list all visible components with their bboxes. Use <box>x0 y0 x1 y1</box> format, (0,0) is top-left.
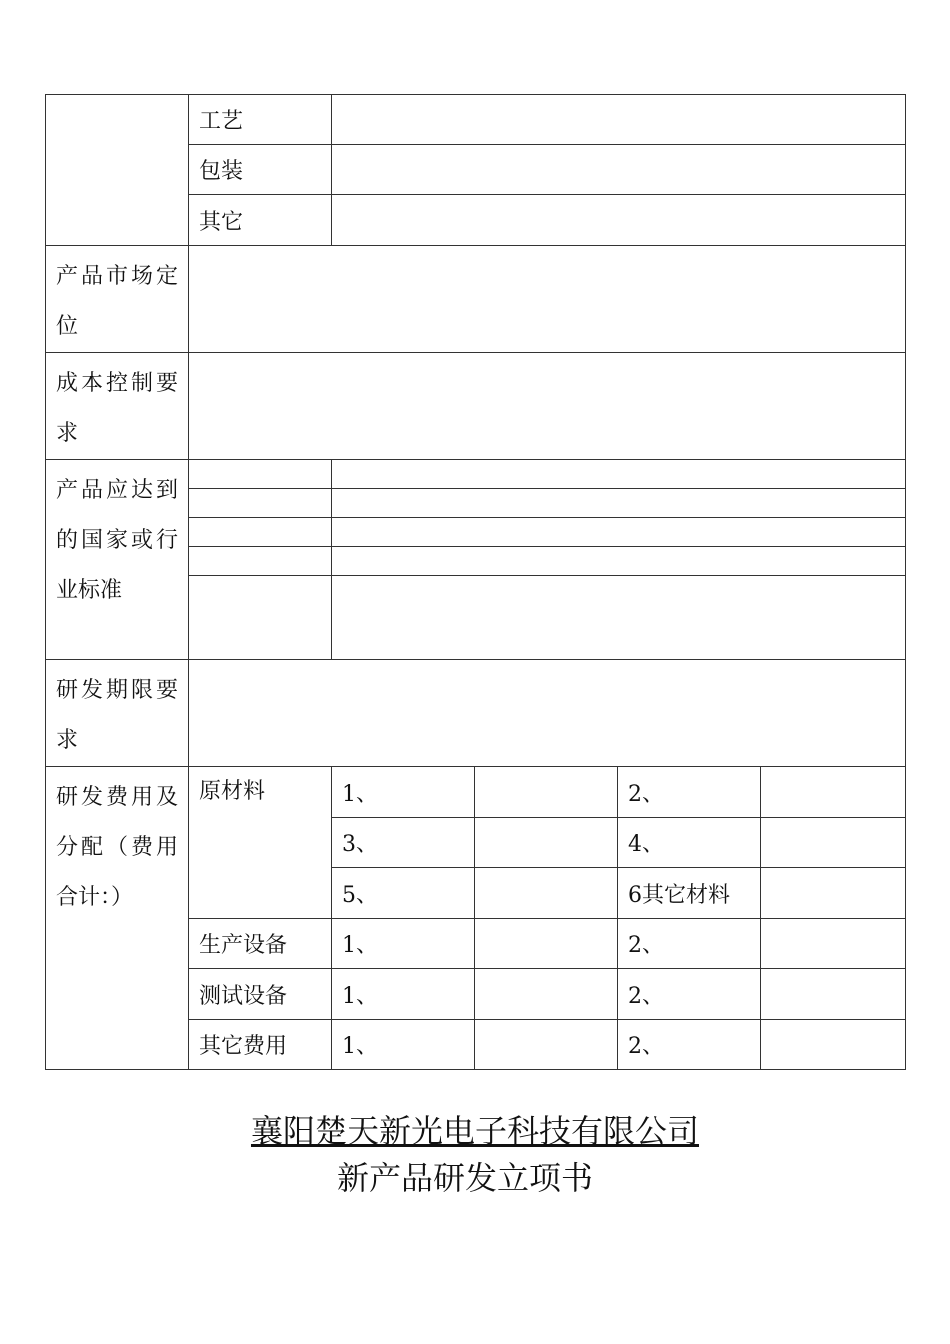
company-name-text: 襄阳楚天新光电子科技有限公司 <box>250 1112 699 1150</box>
standard-name-field[interactable] <box>332 576 906 660</box>
budget-item-label: 1、 <box>332 919 475 969</box>
form-row <box>46 660 906 767</box>
market-positioning-field[interactable] <box>189 246 906 353</box>
budget-item-label: 1、 <box>332 969 475 1020</box>
rd-budget-label: 研发费用及分配（费用合计：） <box>46 767 189 1070</box>
standard-code-field[interactable] <box>189 460 332 489</box>
form-row <box>46 95 906 145</box>
budget-item-label: 3、 <box>332 818 475 868</box>
form-row <box>46 460 906 489</box>
budget-item-label: 2、 <box>618 919 761 969</box>
company-name <box>0 1106 950 1152</box>
test-equipment-label: 测试设备 <box>189 969 332 1020</box>
craft-field[interactable] <box>332 95 906 145</box>
other-field[interactable] <box>332 195 906 246</box>
rd-period-label: 研发期限要求 <box>46 660 189 767</box>
budget-amount-field[interactable] <box>475 969 618 1020</box>
budget-item-label: 2、 <box>618 1020 761 1070</box>
budget-amount-field[interactable] <box>475 767 618 818</box>
budget-item-label: 6其它材料 <box>618 868 761 919</box>
standard-name-field[interactable] <box>332 547 906 576</box>
budget-item-label: 2、 <box>618 969 761 1020</box>
budget-item-label: 1、 <box>332 767 475 818</box>
budget-amount-field[interactable] <box>761 868 906 919</box>
raw-materials-label: 原材料 <box>189 767 332 919</box>
standard-code-field[interactable] <box>189 518 332 547</box>
document-title: 新产品研发立项书 <box>336 1159 593 1197</box>
rd-project-form <box>45 94 906 1070</box>
form-row <box>46 246 906 353</box>
other-costs-label: 其它费用 <box>189 1020 332 1070</box>
blank-label-cell <box>46 95 189 246</box>
budget-amount-field[interactable] <box>761 1020 906 1070</box>
budget-amount-field[interactable] <box>475 919 618 969</box>
budget-item-label: 1、 <box>332 1020 475 1070</box>
standard-name-field[interactable] <box>332 518 906 547</box>
packaging-field[interactable] <box>332 145 906 195</box>
budget-item-label: 4、 <box>618 818 761 868</box>
budget-amount-field[interactable] <box>761 919 906 969</box>
form-row <box>46 353 906 460</box>
budget-amount-field[interactable] <box>475 1020 618 1070</box>
form-row <box>46 767 906 818</box>
standard-code-field[interactable] <box>189 489 332 518</box>
budget-amount-field[interactable] <box>475 868 618 919</box>
budget-amount-field[interactable] <box>475 818 618 868</box>
budget-item-label: 5、 <box>332 868 475 919</box>
standard-name-field[interactable] <box>332 460 906 489</box>
budget-amount-field[interactable] <box>761 767 906 818</box>
budget-amount-field[interactable] <box>761 818 906 868</box>
rd-period-field[interactable] <box>189 660 906 767</box>
budget-amount-field[interactable] <box>761 969 906 1020</box>
other-label: 其它 <box>189 195 332 246</box>
budget-item-label: 2、 <box>618 767 761 818</box>
cost-control-field[interactable] <box>189 353 906 460</box>
standard-code-field[interactable] <box>189 547 332 576</box>
production-equipment-label: 生产设备 <box>189 919 332 969</box>
standard-code-field[interactable] <box>189 576 332 660</box>
market-positioning-label: 产品市场定位 <box>46 246 189 353</box>
cost-control-label: 成本控制要求 <box>46 353 189 460</box>
standards-label: 产品应达到的国家或行业标准 <box>46 460 189 660</box>
craft-label: 工艺 <box>189 95 332 145</box>
standard-name-field[interactable] <box>332 489 906 518</box>
packaging-label: 包装 <box>189 145 332 195</box>
